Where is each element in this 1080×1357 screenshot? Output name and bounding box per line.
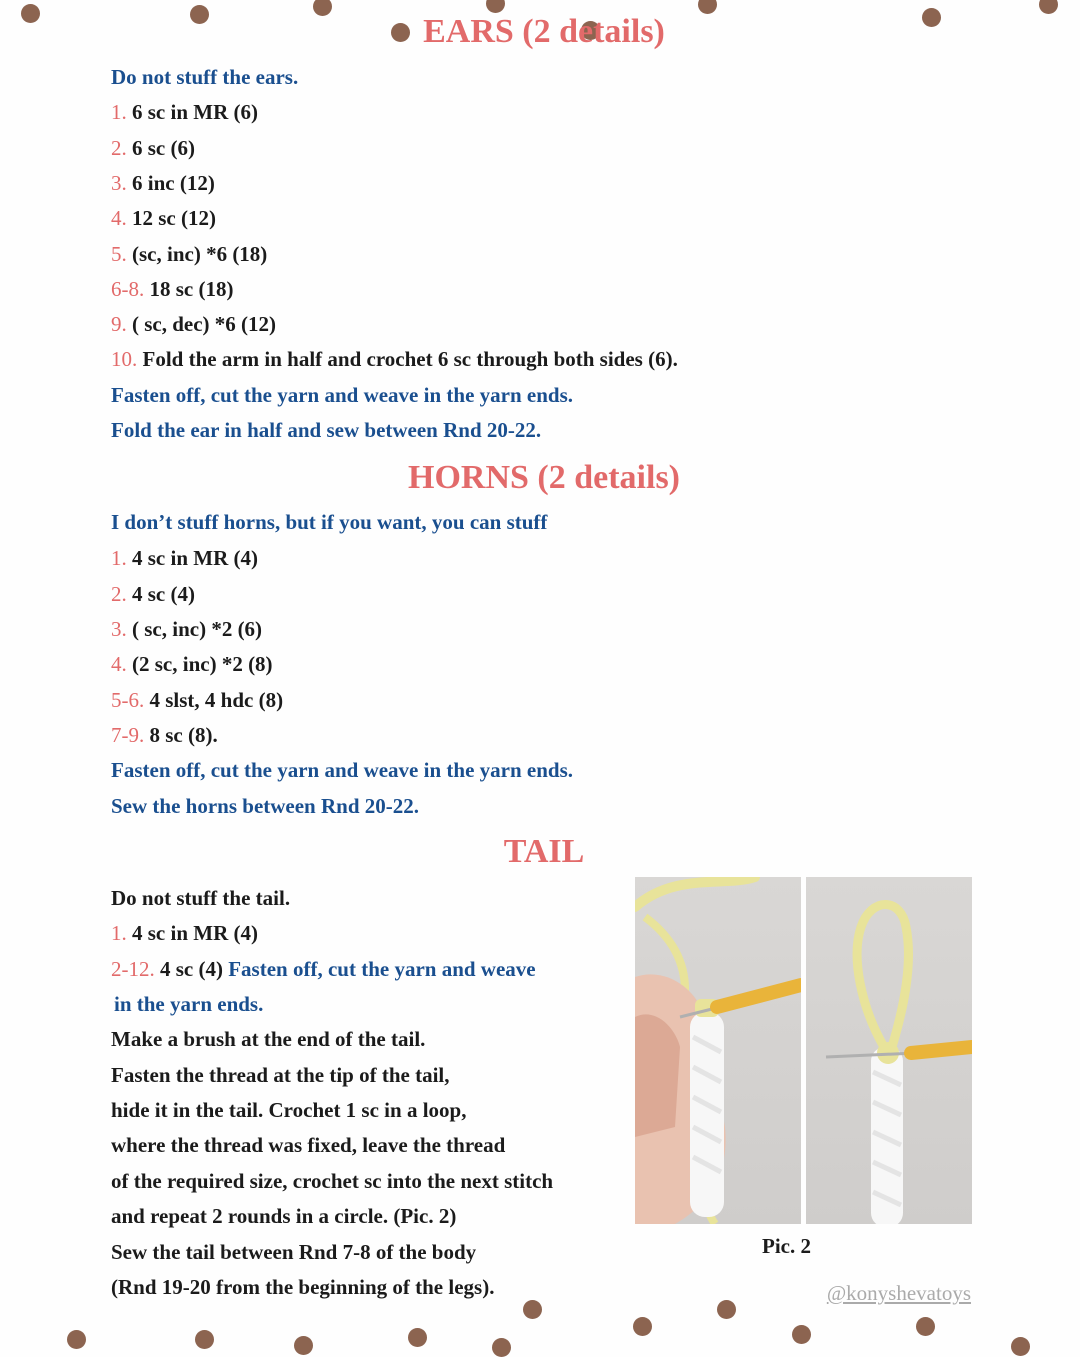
row-number: 1. xyxy=(111,546,127,570)
tail-instruction: where the thread was fixed, leave the thread xyxy=(111,1133,506,1157)
photo-caption: Pic. 2 xyxy=(762,1234,811,1258)
ears-row xyxy=(111,135,195,161)
decor-dot xyxy=(492,1338,511,1357)
tail-loop-illustration xyxy=(806,877,972,1224)
decor-dot xyxy=(67,1330,86,1349)
tail-row-note-cont: in the yarn ends. xyxy=(114,992,264,1016)
row-note: Fasten off, cut the yarn and weave xyxy=(228,957,536,981)
row-number: 10. xyxy=(111,347,138,371)
decor-dot xyxy=(408,1328,427,1347)
ears-row xyxy=(111,346,678,372)
tail-instruction: and repeat 2 rounds in a circle. (Pic. 2) xyxy=(111,1204,457,1228)
row-text: 18 sc (18) xyxy=(149,277,234,301)
row-text: 4 slst, 4 hdc (8) xyxy=(149,688,284,712)
decor-dot xyxy=(523,1300,542,1319)
horns-row xyxy=(111,545,258,571)
horns-row xyxy=(111,722,218,748)
tail-instruction: Fasten the thread at the tip of the tail, xyxy=(111,1063,450,1087)
ears-row xyxy=(111,99,258,125)
row-number: 3. xyxy=(111,171,127,195)
decor-dot xyxy=(633,1317,652,1336)
ears-intro: Do not stuff the ears. xyxy=(111,65,299,89)
row-number: 1. xyxy=(111,100,127,124)
tail-instruction: hide it in the tail. Crochet 1 sc in a loop, xyxy=(111,1098,467,1122)
ears-outro-2: Fold the ear in half and sew between Rnd 20-22. xyxy=(111,418,542,442)
row-number: 2. xyxy=(111,136,127,160)
row-number: 2. xyxy=(111,582,127,606)
horns-intro: I don’t stuff horns, but if you want, you can stuff xyxy=(111,510,548,534)
decor-dot xyxy=(717,1300,736,1319)
row-text: 4 sc in MR (4) xyxy=(132,921,258,945)
tail-instruction: Make a brush at the end of the tail. xyxy=(111,1027,426,1051)
row-number: 4. xyxy=(111,652,127,676)
tail-intro: Do not stuff the tail. xyxy=(111,886,291,910)
ears-row xyxy=(111,311,276,337)
row-text: 8 sc (8). xyxy=(149,723,218,747)
row-number: 1. xyxy=(111,921,127,945)
ears-row xyxy=(111,241,267,267)
ears-row xyxy=(111,205,216,231)
tail-heading: TAIL xyxy=(503,833,585,870)
ears-heading: EARS (2 details) xyxy=(423,13,665,50)
watermark-handle: @konyshevatoys xyxy=(826,1281,971,1305)
row-text: 4 sc (4) xyxy=(160,957,223,981)
row-number: 3. xyxy=(111,617,127,641)
tail-instruction: of the required size, crochet sc into the next stitch xyxy=(111,1169,554,1193)
tail-row xyxy=(111,956,536,982)
ears-outro-1: Fasten off, cut the yarn and weave in the yarn ends. xyxy=(111,383,573,407)
row-number: 4. xyxy=(111,206,127,230)
tail-row xyxy=(111,920,258,946)
row-text: ( sc, inc) *2 (6) xyxy=(132,617,263,641)
tail-instruction: (Rnd 19-20 from the beginning of the legs). xyxy=(111,1275,495,1299)
horns-row xyxy=(111,651,273,677)
row-text: ( sc, dec) *6 (12) xyxy=(132,312,277,336)
row-text: 6 sc (6) xyxy=(132,136,195,160)
row-text: 6 sc in MR (6) xyxy=(132,100,258,124)
hand-with-hook-illustration xyxy=(635,877,801,1224)
tail-photo-left xyxy=(635,877,801,1224)
tail-instruction: Sew the tail between Rnd 7-8 of the body xyxy=(111,1240,477,1264)
ears-row xyxy=(111,276,233,302)
decor-dot xyxy=(792,1325,811,1344)
horns-outro-2: Sew the horns between Rnd 20-22. xyxy=(111,794,420,818)
horns-outro-1: Fasten off, cut the yarn and weave in the yarn ends. xyxy=(111,758,573,782)
horns-row xyxy=(111,687,283,713)
row-number: 2-12. xyxy=(111,957,155,981)
ears-row xyxy=(111,170,215,196)
row-number: 5. xyxy=(111,242,127,266)
horns-heading: HORNS (2 details) xyxy=(408,459,680,496)
row-text: 6 inc (12) xyxy=(132,171,215,195)
row-number: 5-6. xyxy=(111,688,145,712)
row-number: 9. xyxy=(111,312,127,336)
horns-row xyxy=(111,616,262,642)
decor-dot xyxy=(195,1330,214,1349)
row-number: 6-8. xyxy=(111,277,145,301)
row-text: (sc, inc) *6 (18) xyxy=(132,242,268,266)
horns-row xyxy=(111,581,195,607)
decor-dot xyxy=(294,1336,313,1355)
decor-dot xyxy=(916,1317,935,1336)
tail-photo-right xyxy=(806,877,972,1224)
row-text: 4 sc (4) xyxy=(132,582,195,606)
row-text: 4 sc in MR (4) xyxy=(132,546,258,570)
row-text: 12 sc (12) xyxy=(132,206,216,230)
decor-dot xyxy=(1011,1337,1030,1356)
row-text: Fold the arm in half and crochet 6 sc through both sides (6). xyxy=(142,347,678,371)
row-text: (2 sc, inc) *2 (8) xyxy=(132,652,273,676)
row-number: 7-9. xyxy=(111,723,145,747)
